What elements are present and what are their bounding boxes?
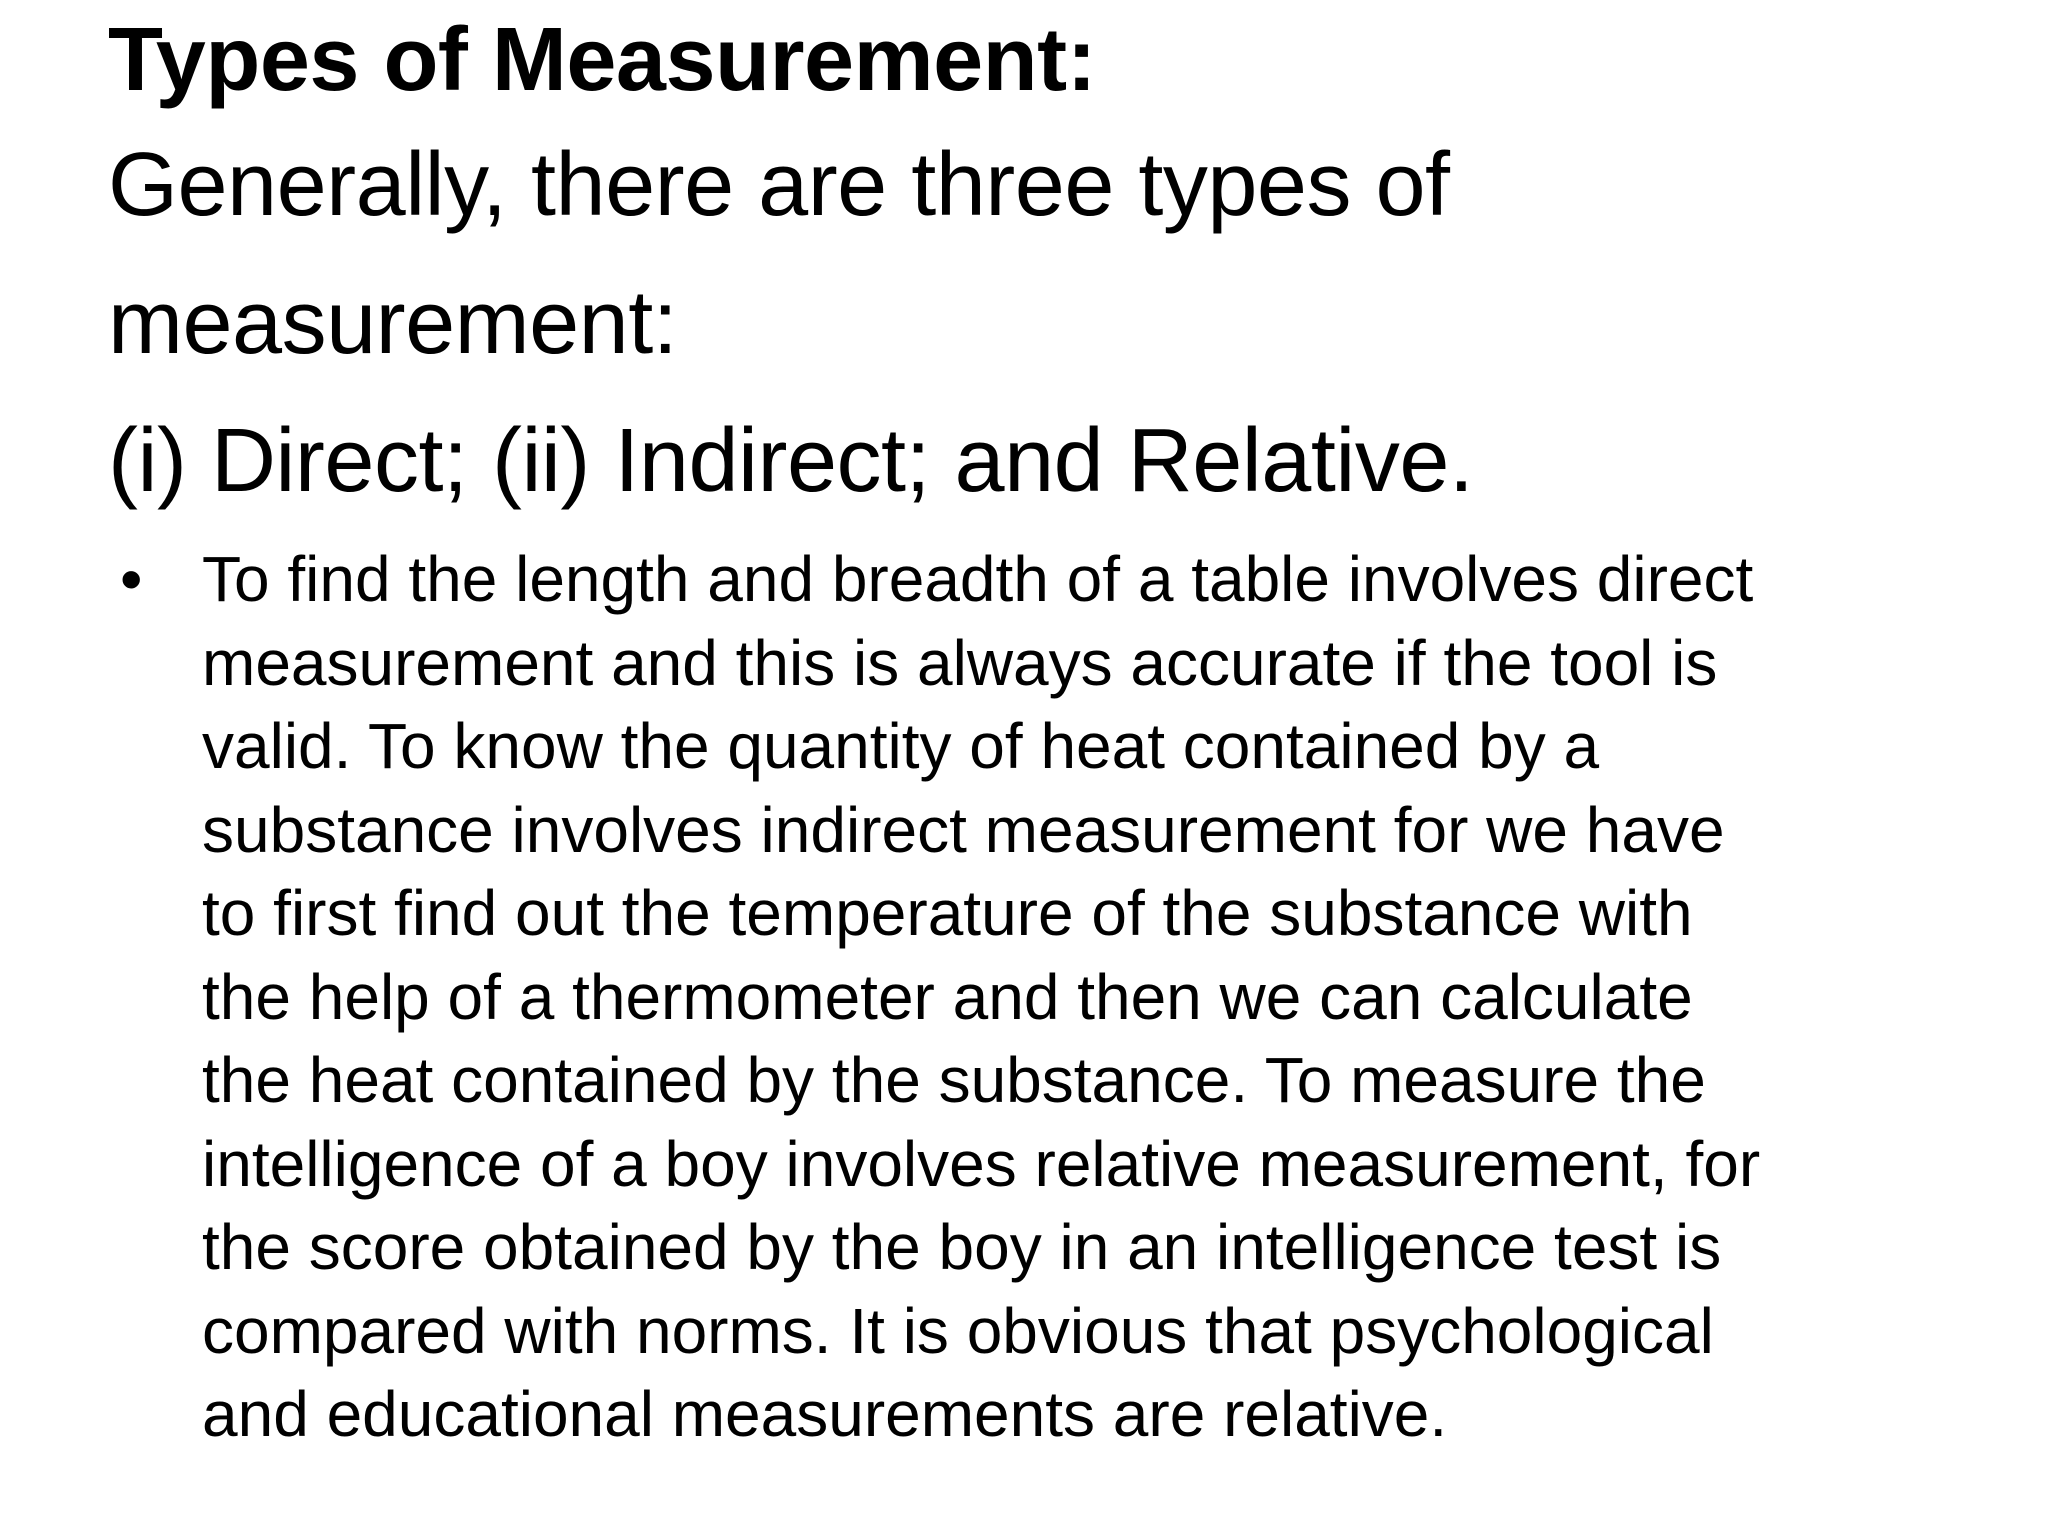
intro-line-3: (i) Direct; (ii) Indirect; and Relative. (108, 411, 1474, 511)
bullet-line: and educational measurements are relative. (202, 1378, 1448, 1450)
intro-line-1: Generally, there are three types of (108, 135, 1450, 235)
bullet-line: intelligence of a boy involves relative measurement, for (202, 1127, 1761, 1200)
bullet-line: compared with norms. It is obvious that psychological (202, 1294, 1714, 1367)
bullet-line: measurement and this is always accurate if the tool is (202, 626, 1718, 699)
title-block (108, 4, 1988, 530)
bullet-line: valid. To know the quantity of heat contained by a (202, 710, 1600, 782)
slide-heading: Types of Measurement: (108, 10, 1097, 110)
bullet-line: the heat contained by the substance. To measure the (202, 1044, 1706, 1116)
bullet-line: to first find out the temperature of the substance with (202, 877, 1693, 949)
bullet-icon: • (120, 543, 143, 615)
bullet-line: the help of a thermometer and then we can calculate (202, 960, 1693, 1033)
intro-line-2: measurement: (108, 273, 678, 373)
bullet-line: To find the length and breadth of a table involves direct (202, 543, 1754, 615)
bullet-line: substance involves indirect measurement for we have (202, 793, 1725, 866)
bullet-paragraph (202, 538, 2002, 1457)
bullet-line: the score obtained by the boy in an intelligence test is (202, 1211, 1722, 1283)
